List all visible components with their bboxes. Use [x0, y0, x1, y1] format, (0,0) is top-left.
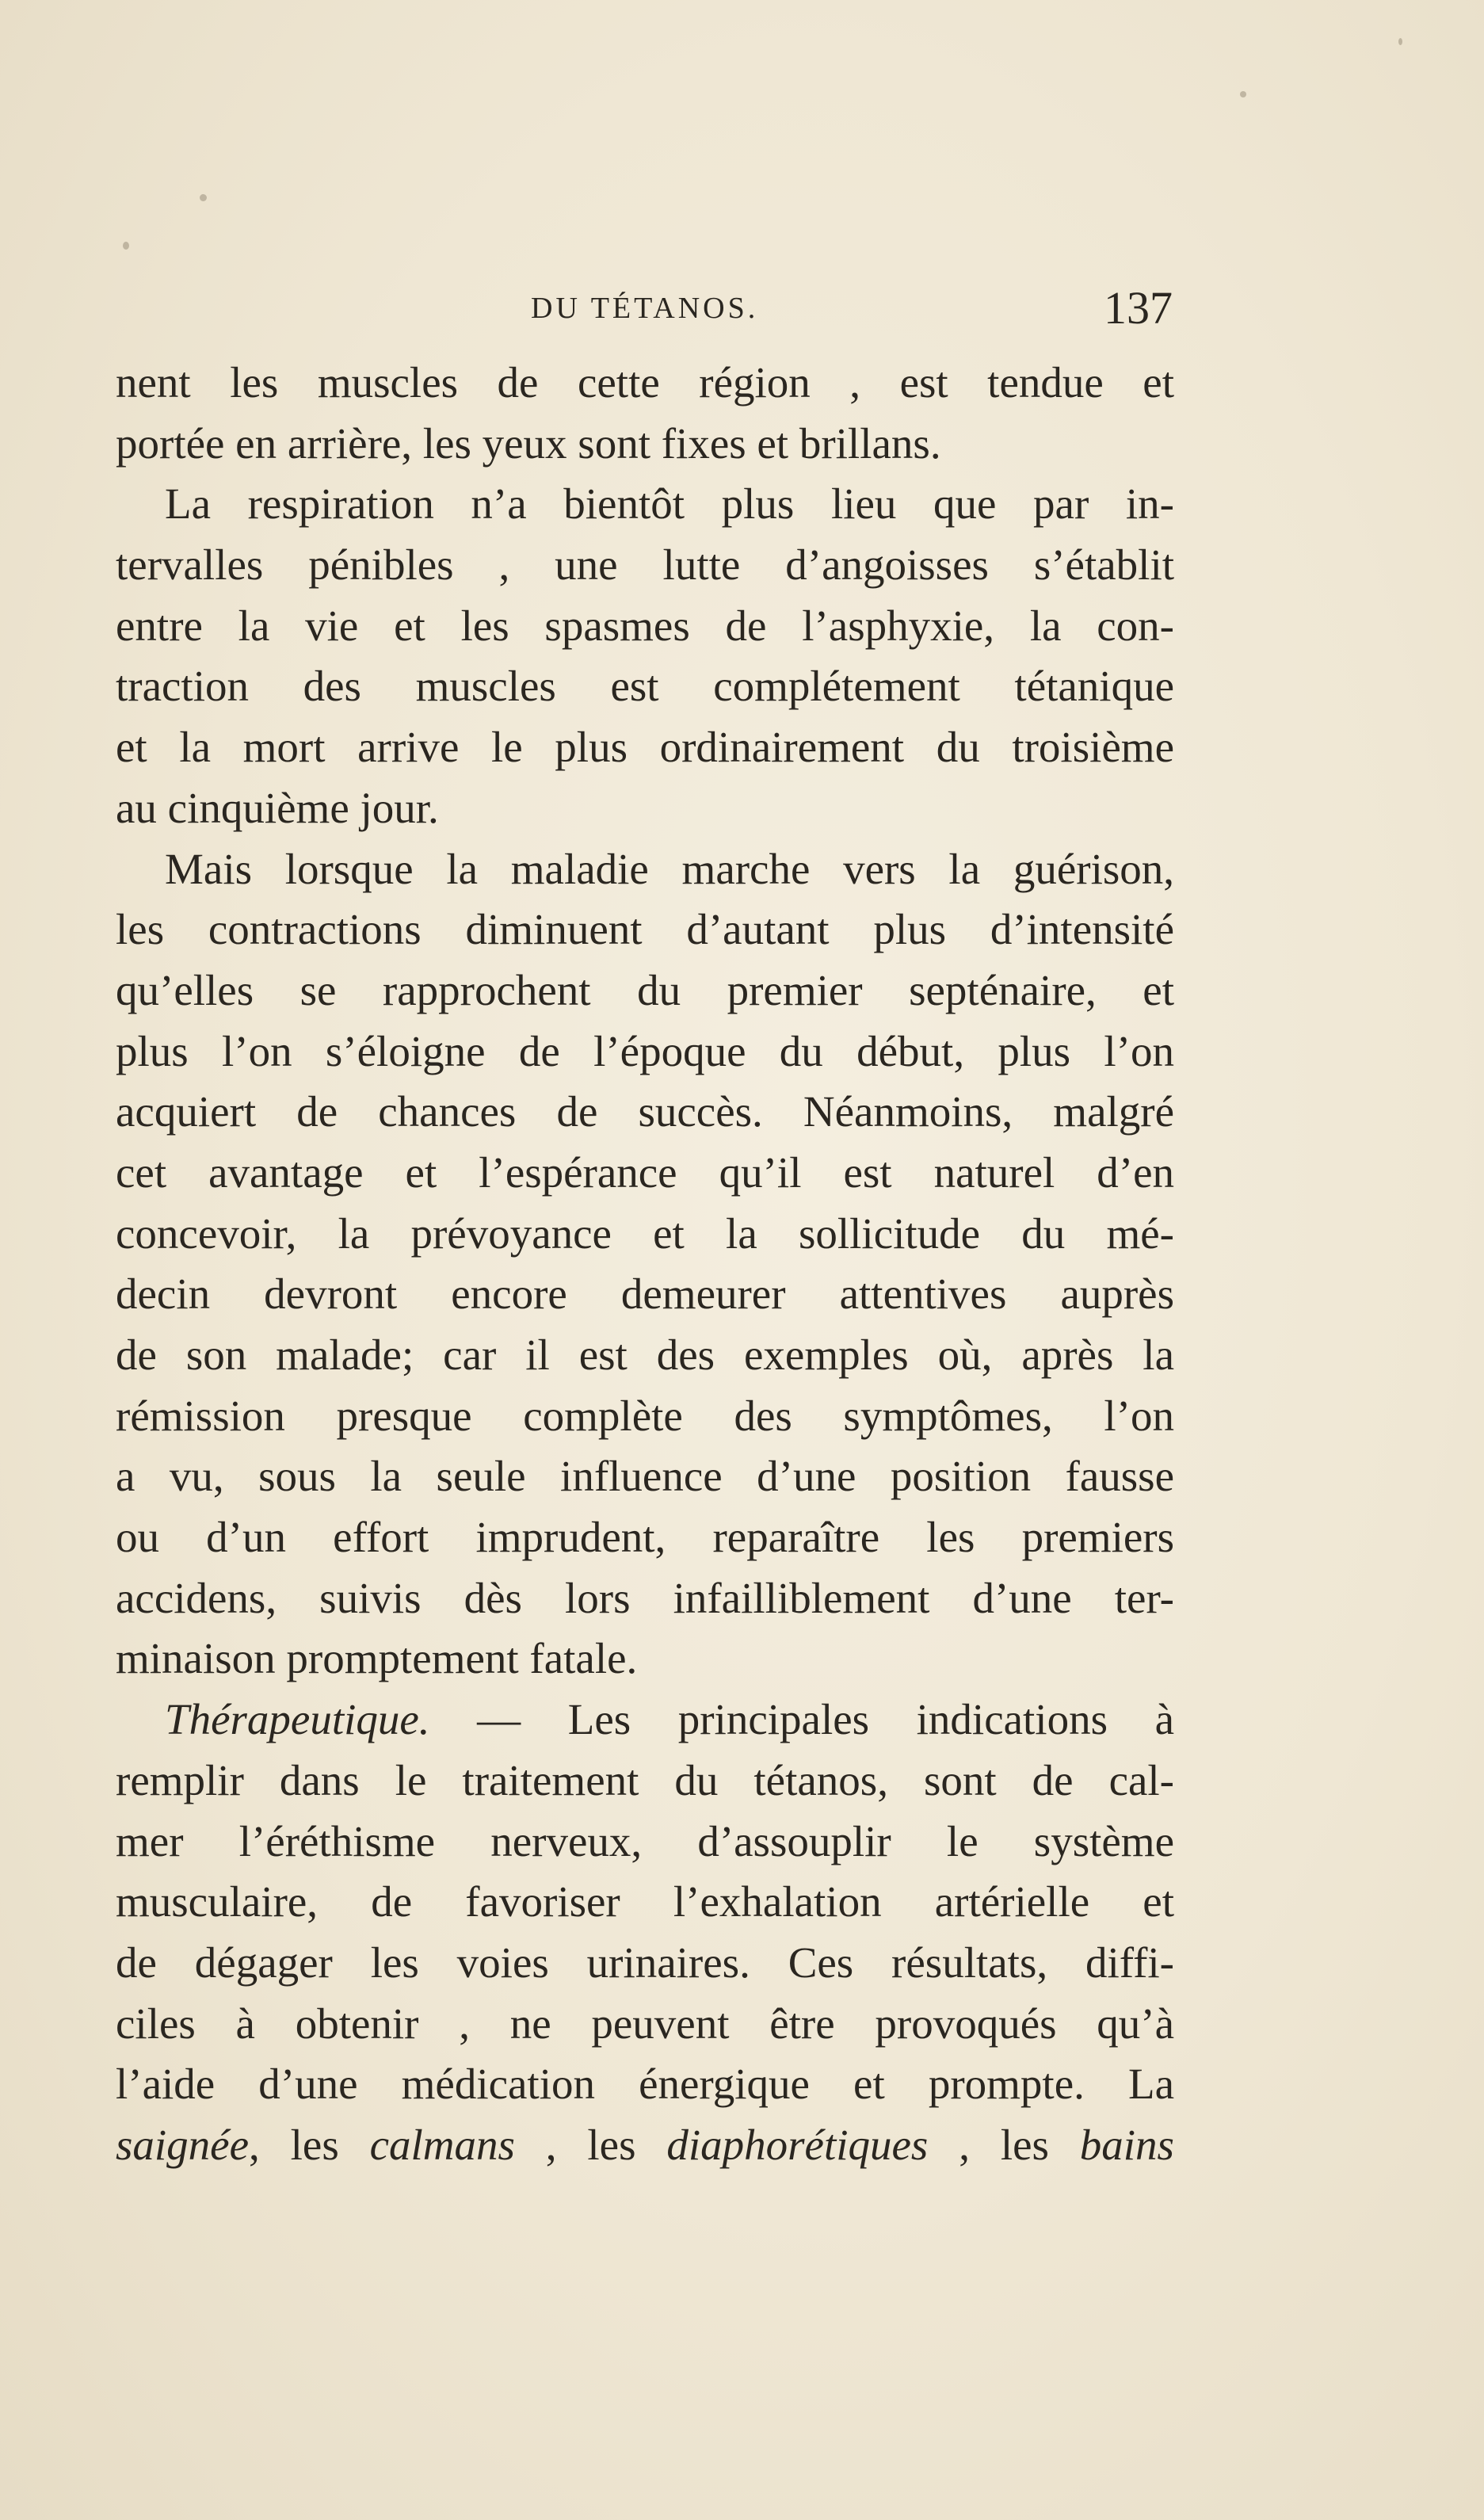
running-head — [111, 281, 1173, 337]
text-line-last — [116, 2115, 1174, 2176]
text-line: minaison promptement fatale. — [116, 1634, 638, 1683]
text-line: au cinquième jour. — [116, 783, 439, 832]
text-line: et la mort arrive le plus ordinairement du troisième — [116, 723, 1174, 772]
term-diaphoretiques: diaphorétiques — [666, 2120, 929, 2169]
text-line: entre la vie et les spasmes de l’asphyxie, la con- — [116, 601, 1174, 650]
text-line: cet avantage et l’espérance qu’il est naturel d’en — [116, 1147, 1174, 1197]
text-line: remplir dans le traitement du tétanos, sont de cal- — [116, 1755, 1174, 1804]
text-line: Mais lorsque la maladie marche vers la guérison, — [165, 844, 1174, 893]
text-line: de dégager les voies urinaires. Ces résultats, diffi- — [116, 1938, 1174, 1987]
separator: , les — [249, 2120, 370, 2169]
text-line: tervalles pénibles , une lutte d’angoisses s’établit — [116, 540, 1174, 590]
text-line: concevoir, la prévoyance et la sollicitude du mé- — [116, 1208, 1174, 1258]
therapeutique-label: Thérapeutique. — [165, 1695, 430, 1744]
text-line: plus l’on s’éloigne de l’époque du début, plus l’on — [116, 1026, 1174, 1075]
text-line: qu’elles se rapprochent du premier septénaire, et — [116, 965, 1174, 1014]
text-line-therapeutique — [116, 1690, 1174, 1751]
text-line: musculaire, de favoriser l’exhalation artérielle et — [116, 1877, 1174, 1926]
text-line: ciles à obtenir , ne peuvent être provoqués qu’à — [116, 1999, 1174, 2048]
term-calmans: calmans — [369, 2120, 515, 2169]
text-line: accidens, suivis dès lors infailliblement d’une ter- — [116, 1573, 1174, 1622]
text-line: nent les muscles de cette région , est tendue et — [116, 358, 1174, 407]
body-text — [116, 353, 1174, 2176]
text-line: La respiration n’a bientôt plus lieu que par in- — [165, 479, 1174, 529]
text-line: ou d’un effort imprudent, reparaître les premiers — [116, 1513, 1174, 1562]
text-line-rest: — Les principales indications à — [477, 1695, 1174, 1744]
paper-spot — [123, 242, 129, 250]
text-line: de son malade; car il est des exemples où, après la — [116, 1331, 1174, 1379]
text-line: les contractions diminuent d’autant plus d’intensité — [116, 905, 1174, 954]
term-bains: bains — [1079, 2120, 1174, 2169]
text-line: acquiert de chances de succès. Néanmoins, malgré — [116, 1087, 1174, 1136]
text-line: a vu, sous la seule influence d’une position fausse — [116, 1452, 1174, 1501]
paper-spot — [200, 194, 207, 201]
paper-spot — [1240, 91, 1246, 97]
paper-spot — [1398, 38, 1402, 45]
text-line: rémission presque complète des symptômes, l’on — [116, 1391, 1174, 1440]
running-title: DU TÉTANOS. — [531, 292, 759, 325]
text-line: l’aide d’une médication énergique et prompte. La — [116, 2060, 1174, 2109]
text-line: mer l’éréthisme nerveux, d’assouplir le système — [116, 1816, 1174, 1865]
text-line: decin devront encore demeurer attentives auprès — [116, 1270, 1174, 1319]
page-number: 137 — [1104, 282, 1173, 334]
text-line: traction des muscles est complétement tétanique — [116, 662, 1174, 711]
term-saignee: saignée — [116, 2120, 250, 2169]
separator: , les — [514, 2120, 667, 2169]
text-line: portée en arrière, les yeux sont fixes et brillans. — [116, 418, 941, 468]
separator: , les — [928, 2120, 1080, 2169]
